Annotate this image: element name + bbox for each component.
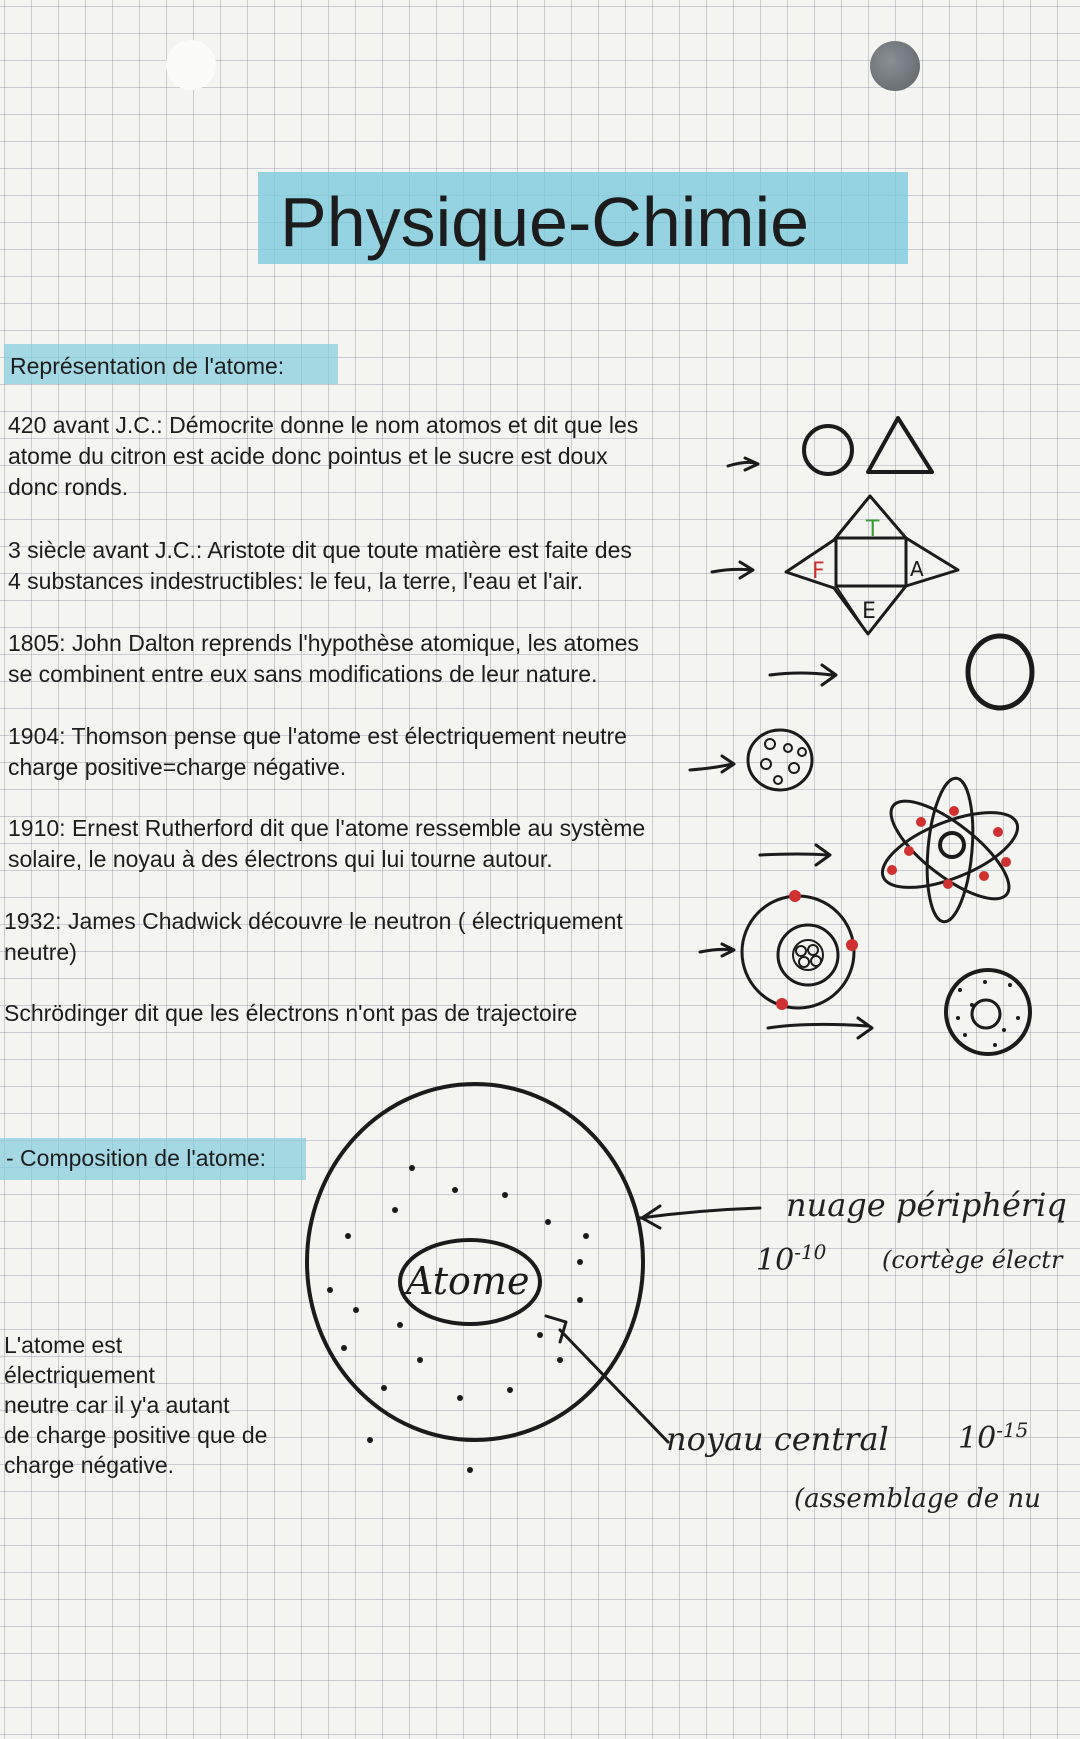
paragraph-rutherford: 1910: Ernest Rutherford dit que l'atome ressemble au système solaire, le noyau à des électrons qui lui tourne autour. [8, 815, 646, 872]
cloud-size: $10^{-10}$ [756, 1240, 827, 1278]
atom-cloud-dots [327, 1165, 589, 1473]
nucleus-arrow-icon [546, 1316, 668, 1442]
nucleus-note: (assemblage de nu [794, 1484, 1041, 1514]
rutherford-sketch [760, 776, 1027, 923]
paragraph-dalton: 1805: John Dalton reprends l'hypothèse atomique, les atomes se combinent entre eux sans modifications de leur nature. [8, 630, 639, 687]
paragraph-chadwick: 1932: James Chadwick découvre le neutron ( électriquement neutre) [4, 908, 623, 965]
composition-diagram [307, 1084, 760, 1442]
fire-letter: F [812, 559, 825, 584]
paragraph-democrite: 420 avant J.C.: Démocrite donne le nom atomos et dit que les atome du citron est acide donc pointus et le sucre est doux donc ronds. [8, 412, 639, 500]
atome-label: Atome [406, 1259, 530, 1303]
arrow-icon [712, 562, 753, 578]
solar-system-atom-icon [873, 776, 1027, 923]
air-letter: A [910, 557, 924, 581]
solid-sphere-icon [968, 636, 1032, 708]
arrow-icon [690, 756, 734, 772]
section-heading-representation: Représentation de l'atome: [10, 353, 285, 379]
earth-letter: T [866, 517, 880, 542]
round-atom-icon [804, 426, 852, 474]
nucleus-label: noyau central [666, 1420, 889, 1458]
cloud-label: nuage périphériq [786, 1186, 1067, 1224]
arrow-icon [728, 458, 758, 470]
arrow-icon [700, 944, 734, 956]
arrow-icon [768, 1018, 872, 1038]
water-letter: E [862, 599, 876, 624]
section-heading-composition: - Composition de l'atome: [6, 1145, 267, 1171]
paragraph-schrodinger: Schrödinger dit que les électrons n'ont pas de trajectoire [4, 1000, 578, 1026]
page-title: Physique-Chimie [280, 183, 810, 261]
arrow-icon [770, 665, 836, 685]
cloud-arrow-icon [640, 1206, 760, 1228]
electron-cloud-icon [946, 970, 1030, 1054]
paragraph-thomson: 1904: Thomson pense que l'atome est électriquement neutre charge positive=charge négative. [8, 723, 627, 780]
plum-pudding-icon [748, 730, 812, 790]
pointed-atom-icon [868, 418, 932, 472]
paragraph-neutral-atom: L'atome est électriquement neutre car il y'a autant de charge positive que de charge négative. [4, 1332, 268, 1478]
cloud-dots [956, 980, 1020, 1047]
cloud-note: (cortège électr [882, 1246, 1063, 1274]
arrow-icon [760, 845, 830, 865]
paragraph-aristote: 3 siècle avant J.C.: Aristote dit que toute matière est faite des 4 substances indestructibles: le feu, la terre, l'eau et l'air. [8, 537, 632, 594]
chadwick-sketch [700, 896, 854, 1008]
nucleus-size: $10^{-15}$ [958, 1418, 1029, 1456]
schrodinger-sketch [768, 970, 1030, 1054]
democrite-sketch [728, 418, 932, 474]
thomson-sketch [690, 730, 812, 790]
dalton-sketch [770, 636, 1032, 708]
